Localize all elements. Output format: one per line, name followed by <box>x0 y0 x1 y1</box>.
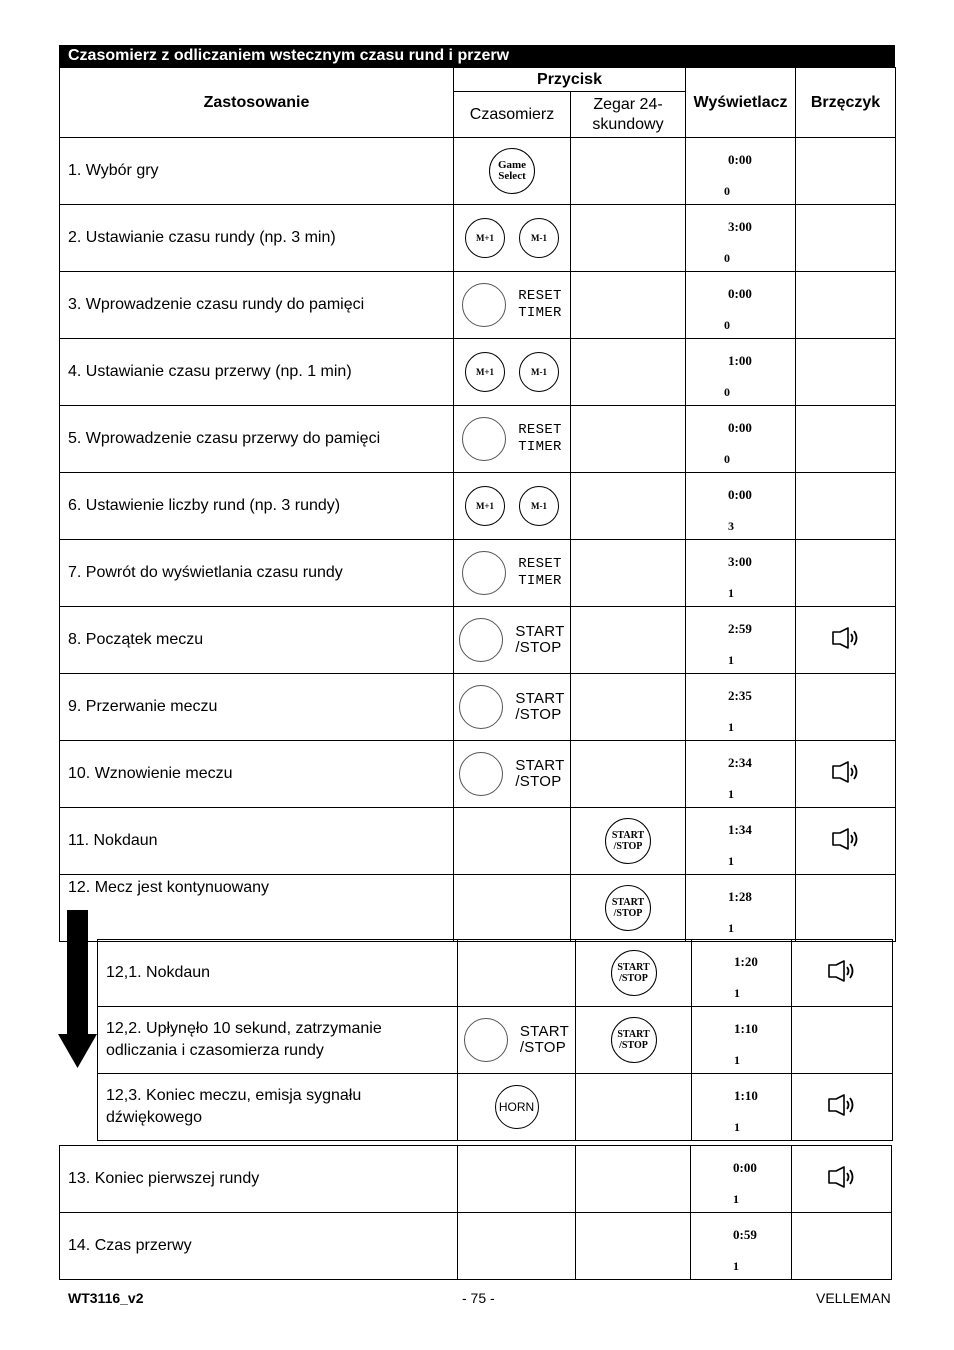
timer-button-cell <box>454 406 571 473</box>
button-group <box>454 752 570 796</box>
horn-button[interactable]: HORN <box>495 1085 539 1129</box>
clock-button-cell <box>571 875 686 942</box>
table-row <box>98 1007 893 1074</box>
display-time: 1:28 <box>728 889 752 904</box>
display-readout <box>692 1074 791 1140</box>
table-row <box>60 674 896 741</box>
step-description: 12,3. Koniec meczu, emisja sygnału dźwiękowego <box>98 1074 458 1141</box>
buzzer-cell <box>792 1146 892 1213</box>
display-cell <box>686 406 796 473</box>
footer-model: WT3116_v2 <box>68 1290 144 1306</box>
display-round: 1 <box>728 586 734 600</box>
display-cell <box>686 741 796 808</box>
timer-button-cell <box>458 1213 576 1280</box>
display-readout <box>686 875 795 941</box>
sub-table <box>97 939 893 1141</box>
display-round: 1 <box>728 921 734 935</box>
display-cell <box>686 540 796 607</box>
start-stop-clock-button[interactable]: START /STOP <box>611 1017 657 1063</box>
clock-button-cell <box>571 205 686 272</box>
table-row <box>60 138 896 205</box>
display-readout <box>686 607 795 673</box>
display-readout <box>686 674 795 740</box>
display-cell <box>686 138 796 205</box>
table-row <box>60 339 896 406</box>
display-round: 1 <box>728 787 734 801</box>
button-group <box>454 218 570 258</box>
footer-page-number: - 75 - <box>462 1290 495 1306</box>
display-time: 0:00 <box>728 487 752 502</box>
table-row <box>60 1146 892 1213</box>
display-time: 2:34 <box>728 755 752 770</box>
reset-timer-label: RESET TIMER <box>518 422 562 455</box>
display-round: 0 <box>724 318 730 332</box>
timer-button-cell <box>454 473 571 540</box>
button-group <box>454 551 570 595</box>
step-description: 7. Powrót do wyświetlania czasu rundy <box>60 540 454 607</box>
m-minus-button[interactable]: M-1 <box>519 218 559 258</box>
display-time: 0:00 <box>728 286 752 301</box>
button-group <box>454 486 570 526</box>
table-row <box>98 1074 893 1141</box>
step-description: 8. Początek meczu <box>60 607 454 674</box>
display-cell <box>686 339 796 406</box>
display-time: 1:10 <box>734 1021 758 1036</box>
display-round: 1 <box>733 1192 739 1206</box>
display-readout <box>692 1007 791 1073</box>
button-group <box>454 352 570 392</box>
step-description: 2. Ustawianie czasu rundy (np. 3 min) <box>60 205 454 272</box>
timer-button-cell <box>454 674 571 741</box>
display-cell <box>692 940 792 1007</box>
buzzer-cell <box>796 473 896 540</box>
step-description: 10. Wznowienie meczu <box>60 741 454 808</box>
buzzer-cell <box>796 674 896 741</box>
display-time: 1:00 <box>728 353 752 368</box>
clock-button-cell <box>576 1074 692 1141</box>
display-cell <box>686 808 796 875</box>
start-stop-clock-button[interactable]: START /STOP <box>605 818 651 864</box>
m-plus-button[interactable]: M+1 <box>465 486 505 526</box>
button-group <box>571 885 685 931</box>
timer-button-cell <box>454 339 571 406</box>
display-readout <box>686 272 795 338</box>
header-zegar: Zegar 24- skundowy <box>571 92 686 138</box>
button-group <box>454 148 570 194</box>
header-przycisk: Przycisk <box>454 68 686 92</box>
buzzer-cell <box>796 607 896 674</box>
table-row <box>60 607 896 674</box>
display-round: 1 <box>733 1259 739 1273</box>
buzzer-cell <box>792 1213 892 1280</box>
timer-button-cell <box>454 272 571 339</box>
start-stop-label: START /STOP <box>515 757 565 790</box>
timer-button-cell <box>454 808 571 875</box>
reset-timer-button[interactable] <box>462 417 506 461</box>
display-time: 3:00 <box>728 219 752 234</box>
button-group <box>458 1018 575 1062</box>
header-wyswietlacz: Wyświetlacz <box>686 68 796 138</box>
m-minus-button[interactable]: M-1 <box>519 486 559 526</box>
timer-button-cell <box>458 1074 576 1141</box>
start-stop-clock-button[interactable]: START /STOP <box>605 885 651 931</box>
buzzer-cell <box>796 808 896 875</box>
reset-timer-label: RESET TIMER <box>518 288 562 321</box>
display-cell <box>686 875 796 942</box>
table-row <box>60 1213 892 1280</box>
speaker-icon <box>827 1166 857 1188</box>
display-readout <box>692 940 791 1006</box>
table-row <box>60 540 896 607</box>
main-table <box>59 67 896 942</box>
display-time: 0:00 <box>733 1160 757 1175</box>
display-readout <box>691 1213 791 1279</box>
step-description: 6. Ustawienie liczby rund (np. 3 rundy) <box>60 473 454 540</box>
m-plus-button[interactable]: M+1 <box>465 218 505 258</box>
speaker-icon <box>831 627 861 649</box>
buzzer-cell <box>792 1007 893 1074</box>
step-description: 9. Przerwanie meczu <box>60 674 454 741</box>
start-stop-label: START /STOP <box>515 690 565 723</box>
step-description: 11. Nokdaun <box>60 808 454 875</box>
display-cell <box>686 607 796 674</box>
clock-button-cell <box>576 1213 691 1280</box>
buzzer-cell <box>796 741 896 808</box>
buzzer-cell <box>796 205 896 272</box>
start-stop-button[interactable] <box>459 685 503 729</box>
display-time: 1:34 <box>728 822 752 837</box>
display-round: 0 <box>724 385 730 399</box>
buzzer-cell <box>796 339 896 406</box>
start-stop-label: START /STOP <box>515 623 565 656</box>
timer-button-cell <box>454 138 571 205</box>
timer-button-cell <box>458 1007 576 1074</box>
display-time: 1:10 <box>734 1088 758 1103</box>
display-readout <box>691 1146 791 1212</box>
table-row <box>60 875 896 942</box>
game-select-button[interactable]: Game Select <box>489 148 535 194</box>
table-row <box>60 473 896 540</box>
timer-button-cell <box>454 607 571 674</box>
display-time: 0:00 <box>728 420 752 435</box>
timer-button-cell <box>458 1146 576 1213</box>
clock-button-cell <box>576 1146 691 1213</box>
display-round: 1 <box>728 720 734 734</box>
button-group <box>454 417 570 461</box>
display-round: 1 <box>734 1120 740 1134</box>
start-stop-button[interactable] <box>464 1018 508 1062</box>
header-brzeczyk: Brzęczyk <box>796 68 896 138</box>
button-group <box>576 950 691 996</box>
display-round: 1 <box>734 1053 740 1067</box>
display-cell <box>686 205 796 272</box>
timer-button-cell <box>454 540 571 607</box>
display-readout <box>686 473 795 539</box>
display-cell <box>691 1213 792 1280</box>
footer-brand: VELLEMAN <box>816 1290 891 1306</box>
button-group <box>458 1085 575 1129</box>
display-readout <box>686 808 795 874</box>
button-group <box>571 818 685 864</box>
speaker-icon <box>827 960 857 982</box>
start-stop-button[interactable] <box>459 618 503 662</box>
display-cell <box>692 1007 792 1074</box>
display-time: 2:35 <box>728 688 752 703</box>
display-cell <box>686 674 796 741</box>
clock-button-cell <box>571 473 686 540</box>
step-description: 1. Wybór gry <box>60 138 454 205</box>
table-title: Czasomierz z odliczaniem wstecznym czasu rund i przerw <box>59 45 895 67</box>
step-description: 12. Mecz jest kontynuowany <box>60 875 454 942</box>
table-row <box>60 406 896 473</box>
display-readout <box>686 138 795 204</box>
display-cell <box>692 1074 792 1141</box>
table-row <box>60 272 896 339</box>
display-time: 3:00 <box>728 554 752 569</box>
step-description: 4. Ustawianie czasu przerwy (np. 1 min) <box>60 339 454 406</box>
display-time: 1:20 <box>734 954 758 969</box>
step-description: 12,1. Nokdaun <box>98 940 458 1007</box>
header-zastosowanie: Zastosowanie <box>60 68 454 138</box>
button-group <box>576 1017 691 1063</box>
display-time: 2:59 <box>728 621 752 636</box>
display-readout <box>686 406 795 472</box>
button-group <box>454 618 570 662</box>
button-group <box>454 283 570 327</box>
step-description: 13. Koniec pierwszej rundy <box>60 1146 458 1213</box>
clock-button-cell <box>571 540 686 607</box>
display-round: 1 <box>728 653 734 667</box>
clock-button-cell <box>571 674 686 741</box>
display-round: 1 <box>734 986 740 1000</box>
speaker-icon <box>827 1094 857 1116</box>
step-description: 3. Wprowadzenie czasu rundy do pamięci <box>60 272 454 339</box>
clock-button-cell <box>571 138 686 205</box>
step-description: 5. Wprowadzenie czasu przerwy do pamięci <box>60 406 454 473</box>
end-table <box>59 1145 892 1280</box>
display-round: 1 <box>728 854 734 868</box>
table-row <box>60 808 896 875</box>
buzzer-cell <box>792 1074 893 1141</box>
display-cell <box>691 1146 792 1213</box>
button-group <box>454 685 570 729</box>
timer-button-cell <box>458 940 576 1007</box>
timer-button-cell <box>454 205 571 272</box>
down-arrow-icon <box>58 910 98 1070</box>
table-row <box>98 940 893 1007</box>
reset-timer-label: RESET TIMER <box>518 556 562 589</box>
header-czasomierz: Czasomierz <box>454 92 571 138</box>
table-row <box>60 205 896 272</box>
timer-button-cell <box>454 875 571 942</box>
reset-timer-button[interactable] <box>462 283 506 327</box>
step-description: 14. Czas przerwy <box>60 1213 458 1280</box>
display-round: 0 <box>724 452 730 466</box>
clock-button-cell <box>571 741 686 808</box>
start-stop-button[interactable] <box>459 752 503 796</box>
m-minus-button[interactable]: M-1 <box>519 352 559 392</box>
reset-timer-button[interactable] <box>462 551 506 595</box>
m-plus-button[interactable]: M+1 <box>465 352 505 392</box>
display-round: 0 <box>724 251 730 265</box>
buzzer-cell <box>796 406 896 473</box>
buzzer-cell <box>796 875 896 942</box>
start-stop-label: START /STOP <box>519 1023 570 1056</box>
display-readout <box>686 339 795 405</box>
clock-button-cell <box>571 607 686 674</box>
display-round: 3 <box>728 519 734 533</box>
display-time: 0:00 <box>728 152 752 167</box>
timer-button-cell <box>454 741 571 808</box>
clock-button-cell <box>571 406 686 473</box>
display-readout <box>686 205 795 271</box>
clock-button-cell <box>571 339 686 406</box>
start-stop-clock-button[interactable]: START /STOP <box>611 950 657 996</box>
clock-button-cell <box>571 808 686 875</box>
speaker-icon <box>831 761 861 783</box>
clock-button-cell <box>576 1007 692 1074</box>
display-cell <box>686 272 796 339</box>
display-readout <box>686 540 795 606</box>
buzzer-cell <box>796 540 896 607</box>
display-round: 0 <box>724 184 730 198</box>
buzzer-cell <box>792 940 893 1007</box>
display-cell <box>686 473 796 540</box>
buzzer-cell <box>796 138 896 205</box>
buzzer-cell <box>796 272 896 339</box>
display-time: 0:59 <box>733 1227 757 1242</box>
clock-button-cell <box>576 940 692 1007</box>
clock-button-cell <box>571 272 686 339</box>
step-description: 12,2. Upłynęło 10 sekund, zatrzymanie odliczania i czasomierza rundy <box>98 1007 458 1074</box>
speaker-icon <box>831 828 861 850</box>
table-row <box>60 741 896 808</box>
display-readout <box>686 741 795 807</box>
